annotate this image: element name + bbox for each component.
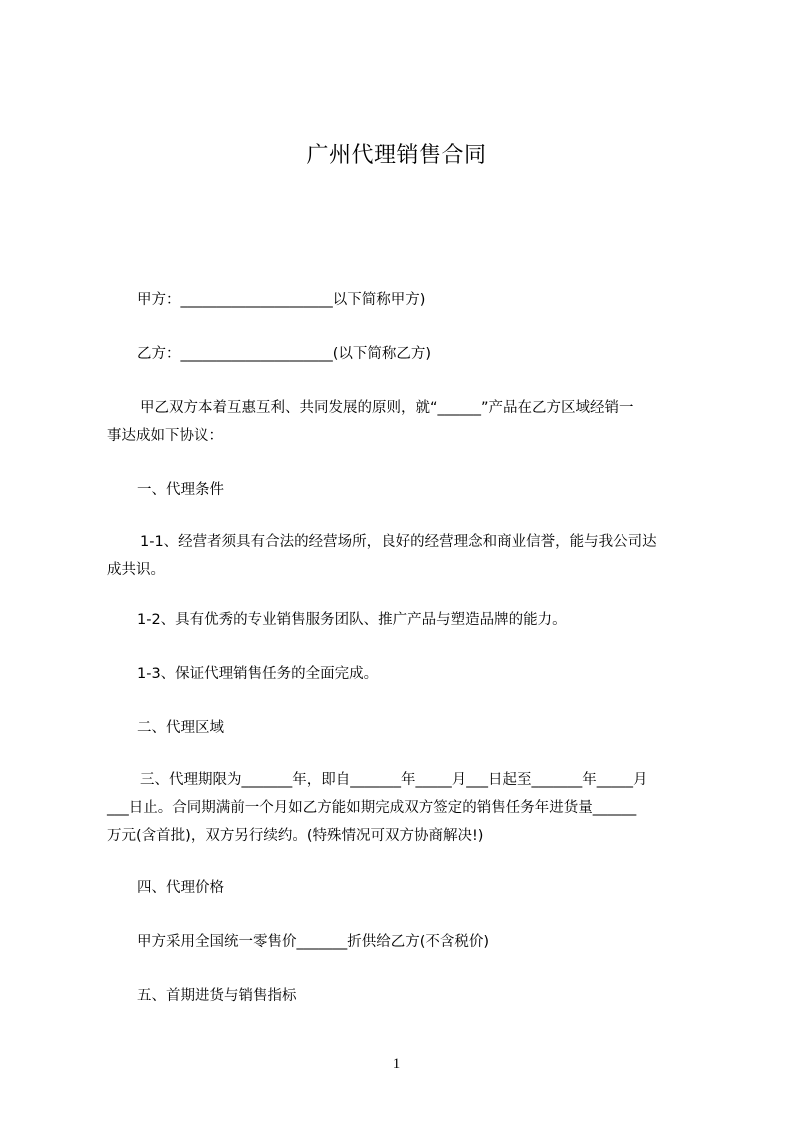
section-3-line-3: 万元(含首批)，双方另行续约。(特殊情况可双方协商解决!) — [107, 828, 484, 844]
party-a-line: 甲方：_____________________以下简称甲方) — [137, 292, 426, 308]
clause-1-2: 1-2、具有优秀的专业销售服务团队、推广产品与塑造品牌的能力。 — [137, 612, 567, 628]
section-4-text: 甲方采用全国统一零售价_______折供给乙方(不含税价) — [137, 934, 490, 950]
intro-line-1: 甲乙双方本着互惠互利、共同发展的原则，就“______”产品在乙方区域经销一 — [140, 400, 634, 416]
section-5-heading: 五、首期进货与销售指标 — [137, 988, 297, 1004]
clause-1-1-line-1: 1-1、经营者须具有合法的经营场所，良好的经营理念和商业信誉，能与我公司达 — [140, 534, 657, 550]
page-number: 1 — [392, 1056, 401, 1072]
party-b-line: 乙方：_____________________(以下简称乙方) — [137, 346, 432, 362]
intro-line-2: 事达成如下协议： — [107, 428, 223, 444]
section-3-line-1: 三、代理期限为_______年，即自_______年_____月___日起至_______年_____月 — [140, 772, 648, 788]
document-title: 广州代理销售合同 — [306, 143, 487, 168]
clause-1-1-line-2: 成共识。 — [107, 562, 165, 578]
section-2-heading: 二、代理区域 — [137, 720, 224, 736]
section-1-heading: 一、代理条件 — [137, 482, 224, 498]
section-3-line-2: ___日止。合同期满前一个月如乙方能如期完成双方签定的销售任务年进货量______ — [107, 800, 637, 816]
clause-1-3: 1-3、保证代理销售任务的全面完成。 — [137, 666, 379, 682]
section-4-heading: 四、代理价格 — [137, 880, 224, 896]
